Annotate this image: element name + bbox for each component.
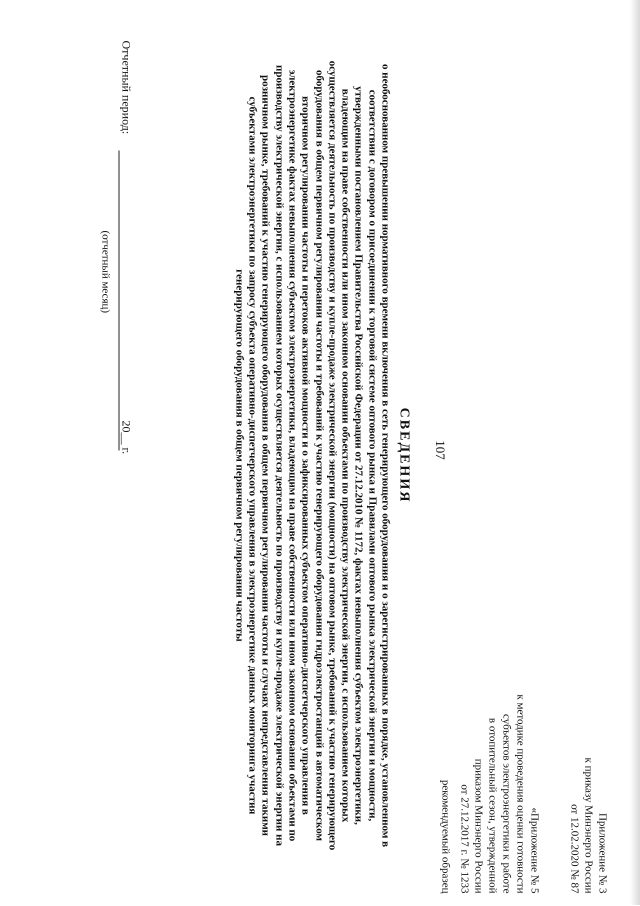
page-edge-shadow [630,0,640,905]
annex-3-line3: от 12.02.2020 № 87 [568,804,581,894]
document-title: СВЕДЕНИЯ [396,407,412,504]
annex-5-line2: к методике проведения оценки готовности [514,694,527,894]
report-period-row [94,41,134,881]
annex-5-block [458,634,542,894]
annex-5-line1: «Приложение № 5 [528,807,541,894]
report-year: 20__ г. [119,420,134,455]
report-period-line [119,151,120,451]
report-period-caption: (отчетный месяц) [99,230,112,314]
annex-3-block [568,758,610,894]
annex-3-line2: к приказу Минэнерго России [582,757,595,894]
annex-3-line1: Приложение № 3 [596,812,609,894]
document-subject-text: о необоснованном превышении нормативного времени включения в сеть генерирующего оборудования и о зарегистрированных в порядке, установленном в соответствии с договором о присоединении к торговой системе оптового рынка и Правилами оптового рынка электрической энергии и мощности, утвержденными постановлением Правительства Российской Федерации от 27.12.2010 № 1172, фактах невыполнения субъектом электроэнергетики, владеющим на праве собственности или ином законном основании объектами по производству электрической энергии, с использованием которых осуществляется деятельность по производству и купле-продаже электрической энергии (мощности) на оптовом рынке, требований к участию генерирующего оборудования в общем первичном регулировании частоты и требований к участию генерирующего оборудования гидроэлектростанций в автоматическом вторичном регулировании частоты и перетоков активной мощности и о зафиксированных субъектом оперативно-диспетчерского управления в электроэнергетике фактах невыполнения субъектом электроэнергетики, владеющим на праве собственности или ином законном основании объектами по производству электрической энергии, с использованием которых осуществляется деятельность по производству и купле-продаже электрической энергии на розничном рынке, требований к участию генерирующего оборудования в общем первичном регулировании частоты и случаях непредставления такими субъектами электроэнергетики по запросу субъекта оперативно-диспетчерского управления в электроэнергетике данных мониторинга участия генерирующего оборудования в общем первичном регулировании частоты [233,60,392,851]
rotated-document [0,1,620,906]
page-number: 107 [433,440,448,460]
annex-5-line3: субъектов электроэнергетики к работе [500,714,513,894]
annex-5-line5: приказом Минэнерго России [472,758,485,894]
annex-5-line4: в отопительный сезон, утвержденной [486,717,499,894]
annex-5-line6: от 27.12.2017 г. № 1233 [458,784,471,894]
report-period-label: Отчетный период: [119,40,134,135]
title-block [232,61,412,851]
recommended-sample-label: рекомендуемый образец [439,779,452,894]
